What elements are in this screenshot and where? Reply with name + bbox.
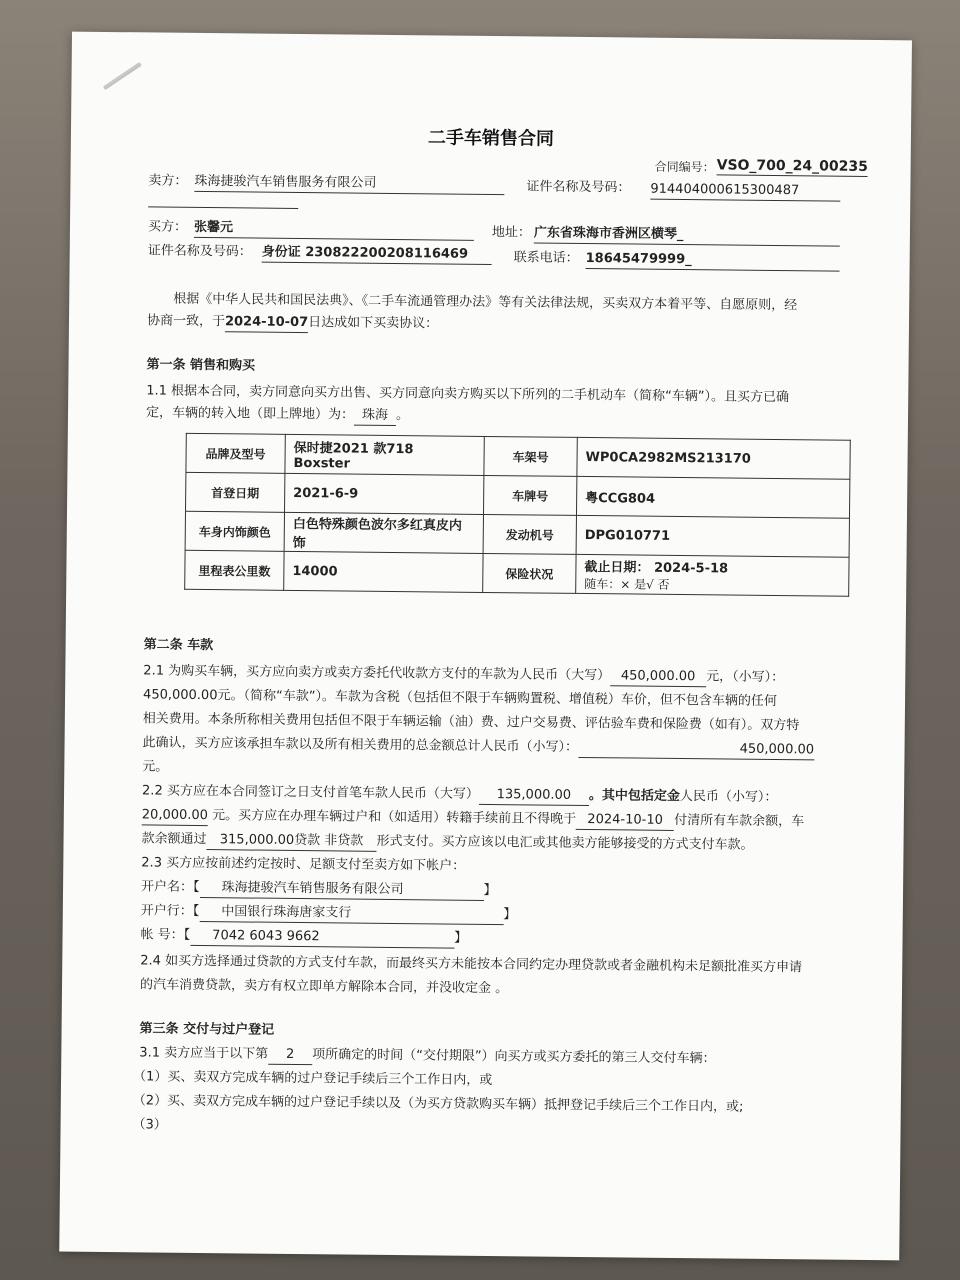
intro-line2: 协商一致，于2024-10-07日达成如下买卖协议：: [146, 313, 439, 332]
color-label: 车身内饰颜色: [185, 511, 284, 551]
article3-option1: （1）买、卖双方完成车辆的过户登记手续后三个工作日内，或: [133, 1069, 493, 1089]
vehicle-table: [184, 433, 851, 597]
article3-option3: （3）: [132, 1117, 167, 1133]
vin-label: 车架号: [484, 436, 577, 476]
contract-page: [59, 32, 912, 1261]
article1-1-line2: 定，车辆的转入地（即上牌地）为： 珠海 。: [146, 404, 409, 426]
seller-label: 卖方：: [148, 173, 188, 189]
color-value: 白色特殊颜色波尔多红真皮内 饰: [284, 512, 483, 553]
brand-label: 品牌及型号: [186, 433, 285, 473]
insurance-value: 截止日期： 2024-5-18 随车：× 是√ 否: [576, 554, 849, 596]
article1-1-line1: 1.1 根据本合同，卖方同意向买方出售、买方同意向卖方购买以下所列的二手机动车（简称“车辆”）。且买方已确: [146, 383, 790, 406]
reg-date-label: 首登日期: [186, 472, 285, 512]
article2-1-line4: 此确认，买方应该承担车款以及所有相关费用的总金额总计人民币（小写）： 450,000.00: [142, 734, 814, 760]
contract-no: VSO_700_24_00235: [716, 157, 868, 175]
article3-option2: （2）买、卖双方完成车辆的过户登记手续以及（为买方贷款购买车辆）抵押登记手续后三个工作日内，或;: [132, 1093, 744, 1115]
buyer-id-label: 证件名称及号码：: [147, 243, 252, 260]
buyer-phone: 18645479999_: [586, 250, 840, 272]
article2-title: 第二条 车款: [143, 637, 214, 654]
seller-id: 914404000615300487: [650, 181, 840, 202]
buyer-label: 买方：: [147, 219, 188, 235]
insurance-label: 保险状况: [483, 553, 576, 593]
mileage-value: 14000: [284, 551, 483, 592]
article2-1-line2: 450,000.00元。（简称“车款”）。车款为含税（包括但不限于车辆购置税、增值税）车价，但不包含车辆的任何: [143, 687, 778, 710]
article2-1-line3: 相关费用。本条所称相关费用包括但不限于车辆运输（油）费、过户交易费、评估验车费和保险费（如有）。双方特: [142, 711, 800, 734]
article1-title: 第一条 销售和购买: [146, 357, 256, 374]
seller-name: 珠海捷骏汽车销售服务有限公司: [194, 173, 504, 195]
buyer-name: 张馨元: [194, 219, 474, 241]
buyer-id: 身份证 230822200208116469: [262, 244, 492, 265]
article2-2-line2: 20,000.00 元。买方应在办理车辆过户和（如适用）转籍手续前且不得晚于 2024-10-10 付清所有车款余额，车: [141, 807, 805, 830]
reg-date-value: 2021-6-9: [285, 473, 484, 514]
table-row: [185, 550, 849, 596]
address-label: 地址：: [491, 225, 532, 241]
article2-4-line2: 的汽车消费贷款，卖方有权立即单方解除本合同，并没收定金 。: [139, 977, 509, 997]
article2-1-line5: 元。: [142, 759, 169, 775]
article3-title: 第三条 交付与过户登记: [139, 1021, 275, 1038]
account-no-row: 帐 号：【 7042 6043 9662 】: [140, 926, 467, 948]
brand-value: 保时捷2021 款718 Boxster: [285, 434, 484, 475]
phone-label: 联系电话：: [513, 250, 579, 266]
article2-1-line1: 2.1 为购买车辆，买方应向卖方或卖方委托代收款方支付的车款为人民币（大写） 450,000.00 元，（小写）：: [143, 662, 784, 688]
seller-blank-line: [148, 190, 298, 209]
article2-2-line1: 2.2 买方应在本合同签订之日支付首笔车款人民币（大写） 135,000.00 。其中包括定金人民币（小写）：: [141, 783, 778, 806]
vin-value: WP0CA2982MS213170: [577, 437, 850, 479]
buyer-address: 广东省珠海市香洲区横琴_: [534, 224, 840, 246]
bank-row: 开户行：【 中国银行珠海唐家支行 】: [141, 902, 517, 925]
engine-value: DPG010771: [576, 515, 849, 557]
plate-value: 粤CCG804: [576, 476, 849, 518]
article2-4-line1: 2.4 如买方选择通过贷款的方式支付车款，而最终买方未能按本合同约定办理贷款或者金融机构未足额批准买方申请: [140, 953, 803, 976]
engine-label: 发动机号: [483, 514, 576, 554]
seller-id-label: 证件名称及号码：: [526, 179, 631, 196]
page-title: 二手车销售合同: [427, 127, 555, 150]
intro-line1: 根据《中华人民共和国民法典》、《二手车流通管理办法》等有关法律法规，买卖双方本着平等、自愿原则，经: [173, 291, 798, 314]
article2-2-line3: 款余额通过 315,000.00贷款 非贷款 形式支付。买方应该以电汇或其他卖方能够接受的方式支付车款。: [141, 831, 754, 853]
article3-1: 3.1 卖方应当于以下第 2 项所确定的时间（“交付期限”）向买方或买方委托的第三人交付车辆：: [139, 1045, 716, 1067]
plate-label: 车牌号: [483, 475, 576, 515]
account-name-row: 开户名：【 珠海捷骏汽车销售服务有限公司 】: [141, 878, 497, 901]
mileage-label: 里程表公里数: [185, 550, 284, 590]
contract-no-label: 合同编号：: [654, 159, 715, 175]
article2-3: 2.3 买方应按前述约定按时、足额支付至卖方如下帐户：: [141, 855, 466, 874]
